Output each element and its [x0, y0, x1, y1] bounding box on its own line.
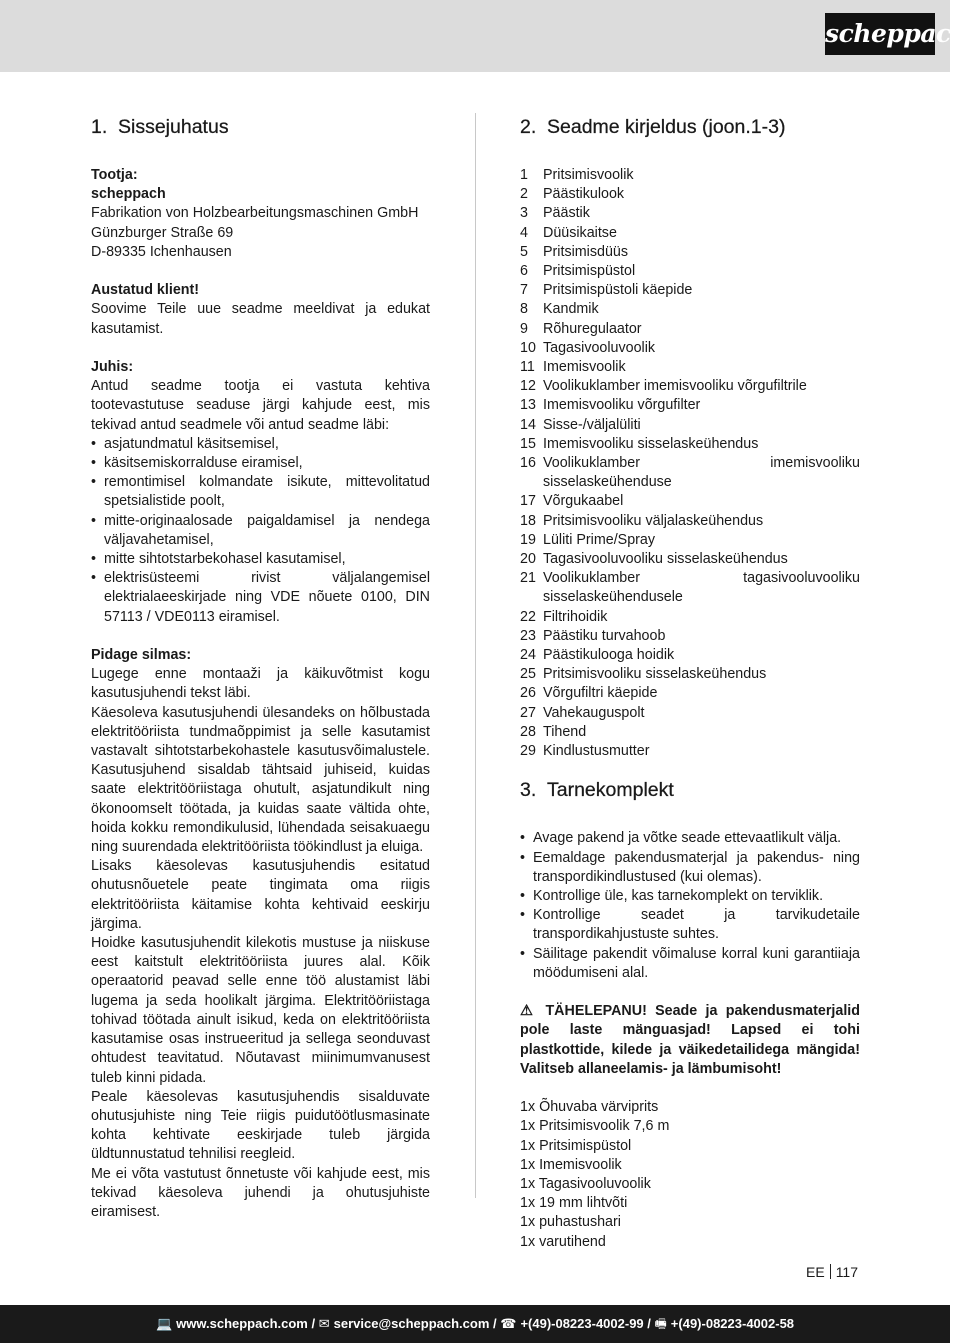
greeting-label: Austatud klient!	[91, 282, 200, 299]
contents-item: 1x Õhuvaba värviprits	[520, 1099, 659, 1116]
list-item: 16 Voolikuklamber imemisvooliku sisselaskeühenduse	[520, 455, 860, 491]
observe-paragraph: Peale käesolevas kasutusjuhendis sisalduvate ohutusjuhiste ning Teie riigis puidutöötlusmasinate kohta kehtivate eeskirjade tuleb järgida üldtunnustatud tehnilisi reegleid.	[91, 1088, 430, 1163]
phone-icon: ☎	[500, 1316, 517, 1331]
note-text: Antud seadme tootja ei vastuta kehtiva tootevastutuse seaduse järgi kahjude eest, mis tekivad antud seadmele või antud seadme läbi:	[91, 378, 430, 433]
contents-item: 1x Pritsimisvoolik 7,6 m	[520, 1118, 670, 1135]
list-item: 13 Imemisvooliku võrgufilter	[520, 397, 701, 414]
mail-icon: ✉	[318, 1316, 330, 1331]
list-item: 3 Päästik	[520, 205, 590, 222]
list-item: 19 Lüliti Prime/Spray	[520, 531, 656, 548]
liability-list	[91, 435, 430, 627]
computer-icon: 💻	[155, 1316, 173, 1331]
list-item: • Avage pakend ja võtke seade ettevaatlikult välja.	[520, 829, 860, 848]
list-item: • mitte-originaalosade paigaldamisel ja nendega väljavahetamisel,	[91, 512, 430, 550]
contents-item: 1x puhastushari	[520, 1214, 621, 1231]
list-item: 14 Sisse-/väljalüliti	[520, 416, 641, 433]
address-line: Fabrikation von Holzbearbeitungsmaschinen GmbH	[91, 205, 419, 222]
list-item: 28 Tihend	[520, 723, 587, 740]
scheppach-logo: scheppach	[825, 13, 935, 55]
section-3-heading: 3. Tarnekomplekt	[520, 779, 674, 802]
column-divider	[475, 113, 476, 1198]
observe-paragraph: Hoidke kasutusjuhendit kilekotis mustuse ja niiskuse eest kaitstult elektritööriista juures alal. Kõik operaatorid peavad selle enne töö alustamist läbi lugema ja seda hoolikalt järgima. Elektritööriistaga tohivad töötada ainult isikud, keda on elektritööriista kasutamise osas instrueeritud ja sellega seonduvast ohtudest teavitatud. Nõutavast miinimumvanusest tuleb kinni pidada.	[91, 935, 430, 1086]
list-item: 15 Imemisvooliku sisselaskeühendus	[520, 435, 759, 452]
list-item: • käsitsemiskorralduse eiramisel,	[91, 454, 430, 473]
observe-paragraph: Käesoleva kasutusjuhendi ülesandeks on hõlbustada elektritööriista tundmaõppimist ja selle kasutamist vastavalt sihtotstarbekohastele kasutusvõimalustele. Kasutusjuhend sisaldab tähtsaid juhiseid, kuidas saate elektritööriistaga ohutult, asjatundikult ning ökonoomselt töötada, ja kuidas saate vältida ohte, hoida kokku remondikulusid, lühendada seisakuaegu ning suurendada elektritööriista töökindlust ja eluiga.	[91, 704, 430, 856]
right-column	[520, 112, 860, 1252]
header-band	[0, 0, 950, 72]
parts-list	[520, 166, 860, 761]
contents-item: 1x 19 mm lihtvõti	[520, 1195, 628, 1212]
page-number: EE 117	[806, 1264, 859, 1280]
fax-number: +(49)-08223-4002-58	[670, 1316, 795, 1331]
contents-item: 1x Imemisvoolik	[520, 1156, 622, 1173]
observe-label: Pidage silmas:	[91, 647, 192, 664]
manufacturer-label: Tootja:	[91, 167, 138, 183]
list-item: 2 Päästikulook	[520, 186, 625, 203]
email-link[interactable]: service@scheppach.com	[333, 1316, 490, 1331]
observe-paragraph: Lugege enne montaaži ja käikuvõtmist kogu kasutusjuhendi tekst läbi.	[91, 666, 430, 702]
list-item: 21 Voolikuklamber tagasivooluvooliku sisselaskeühendusele	[520, 570, 860, 606]
warning-triangle-icon: ⚠	[520, 1003, 538, 1020]
contents-item: 1x Pritsimispüstol	[520, 1137, 632, 1154]
list-item: 8 Kandmik	[520, 301, 599, 318]
list-item: 6 Pritsimispüstol	[520, 263, 636, 280]
phone-number: +(49)-08223-4002-99	[520, 1316, 644, 1331]
list-item: 29 Kindlustusmutter	[520, 743, 650, 760]
contents-item: 1x varutihend	[520, 1233, 606, 1250]
list-item: 17 Võrgukaabel	[520, 493, 624, 510]
list-item: 20 Tagasivooluvooliku sisselaskeühendus	[520, 551, 788, 568]
list-item: 7 Pritsimispüstoli käepide	[520, 282, 693, 299]
observe-paragraph: Me ei võta vastutust õnnetuste või kahjude eest, mis tekivad käesoleva juhendi ja ohutusjuhiste eiramisest.	[91, 1165, 430, 1220]
greeting-text: Soovime Teile uue seadme meeldivat ja edukat kasutamist.	[91, 301, 430, 337]
list-item: • elektrisüsteemi rivist väljalangemisel elektrialaeeskirjade ning VDE nõuete 0100, DIN 57113 / VDE0113 eiramisel.	[91, 569, 430, 627]
list-item: 26 Võrgufiltri käepide	[520, 685, 658, 702]
list-item: 5 Pritsimisdüüs	[520, 243, 629, 260]
list-item: 9 Rõhuregulaator	[520, 320, 642, 337]
footer-bar: 💻 www.scheppach.com / ✉ service@scheppach.com / ☎ +(49)-08223-4002-99 / 🖷 +(49)-08223-4002-58	[0, 1305, 950, 1343]
fax-icon: 🖷	[654, 1316, 667, 1331]
section-1-heading: 1. Sissejuhatus	[91, 116, 229, 138]
note-label: Juhis:	[91, 359, 134, 375]
address-line: D-89335 Ichenhausen	[91, 243, 232, 260]
list-item: • Eemaldage pakendusmaterjal ja pakendus- ning transpordikindlustused (kui olemas).	[520, 849, 860, 887]
observe-paragraph: Lisaks käesolevas kasutusjuhendis esitatud ohutusnõuetele peate tingimata oma riigis elektritööriista käitamise kohta kehtivaid eeskirju järgima.	[91, 858, 430, 932]
left-column	[91, 112, 430, 1222]
list-item: • Kontrollige seadet ja tarvikudetaile transpordikahjustuste suhtes.	[520, 906, 860, 944]
list-item: 10 Tagasivooluvoolik	[520, 339, 656, 356]
list-item: 4 Düüsikaitse	[520, 224, 617, 241]
list-item: • remontimisel kolmandate isikute, mittevolitatud spetsialistide poolt,	[91, 473, 430, 511]
website-link[interactable]: www.scheppach.com	[176, 1316, 308, 1331]
list-item: • asjatundmatul käsitsemisel,	[91, 435, 430, 454]
list-item: 18 Pritsimisvooliku väljalaskeühendus	[520, 512, 764, 529]
address-line: Günzburger Straße 69	[91, 224, 234, 241]
warning-text: ⚠ TÄHELEPANU! Seade ja pakendusmaterjalid pole laste mänguasjad! Lapsed ei tohi plastkottide, kilede ja väikedetailidega mängida! Valitseb allaneelamis- ja lämbumisoht!	[520, 1003, 861, 1077]
manufacturer-name: scheppach	[91, 186, 166, 203]
list-item: • Kontrollige üle, kas tarnekomplekt on terviklik.	[520, 887, 860, 906]
list-item: 1 Pritsimisvoolik	[520, 167, 634, 183]
list-item: • Säilitage pakendit võimaluse korral kuni garantiiaja möödumiseni alal.	[520, 945, 860, 983]
list-item: 22 Filtrihoidik	[520, 608, 608, 625]
list-item: • mitte sihtotstarbekohasel kasutamisel,	[91, 550, 430, 569]
list-item: 12 Voolikuklamber imemisvooliku võrgufiltrile	[520, 378, 807, 395]
list-item: 25 Pritsimisvooliku sisselaskeühendus	[520, 666, 767, 683]
list-item: 24 Päästikulooga hoidik	[520, 647, 675, 664]
list-item: 23 Päästiku turvahoob	[520, 627, 666, 644]
delivery-list	[520, 829, 860, 983]
list-item: 11 Imemisvoolik	[520, 359, 626, 376]
list-item: 27 Vahekauguspolt	[520, 704, 645, 721]
section-2-heading: 2. Seadme kirjeldus (joon.1-3)	[520, 116, 786, 138]
contents-item: 1x Tagasivooluvoolik	[520, 1175, 651, 1192]
